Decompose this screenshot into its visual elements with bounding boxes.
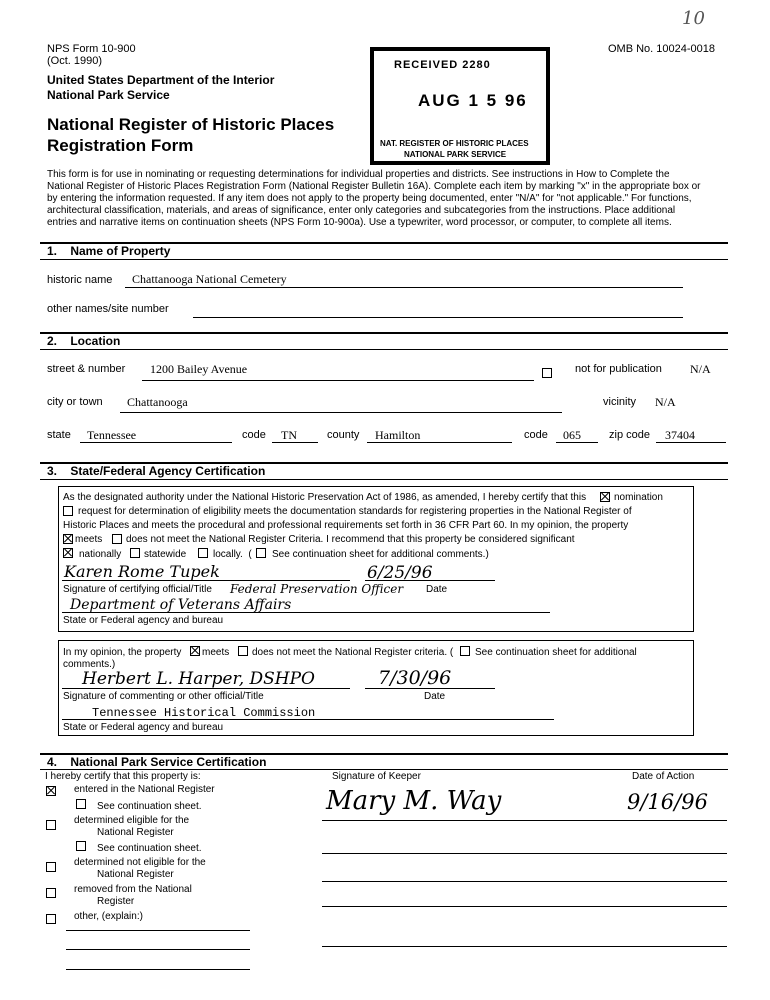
page-number-mark: 10	[682, 8, 705, 29]
removed-label: removed from the National	[74, 884, 192, 895]
opinion-meets-label: meets	[202, 647, 230, 658]
opinion-continuation-text: See continuation sheet for additional	[475, 647, 637, 658]
entered-label: entered in the National Register	[74, 784, 215, 795]
form-date: (Oct. 1990)	[47, 55, 103, 67]
form-title-line2: Registration Form	[47, 136, 194, 155]
keeper-signature-label: Signature of Keeper	[332, 771, 421, 782]
section-rule	[40, 479, 728, 480]
nomination-checkbox[interactable]	[600, 492, 610, 502]
commenting-date-label: Date	[424, 691, 446, 702]
historic-name-label: historic name	[47, 274, 113, 286]
form-title-line1: National Register of Historic Places	[47, 115, 335, 134]
eligible-continuation-checkbox[interactable]	[76, 841, 86, 851]
entered-continuation-checkbox[interactable]	[76, 799, 86, 809]
certifying-date: 6/25/96	[367, 563, 433, 583]
nomination-label: nomination	[614, 492, 663, 503]
field-underline	[556, 442, 598, 443]
continuation-sheet-checkbox[interactable]	[256, 548, 266, 558]
request-determination-text: request for determination of eligibility meets the documentation standards for registering properties in the National Register of	[78, 506, 632, 517]
field-underline	[272, 442, 318, 443]
eligible-checkbox[interactable]	[46, 820, 56, 830]
opinion-not-meet-text: does not meet the National Register criteria. (	[252, 647, 454, 658]
keeper-signature: Mary M. Way	[326, 786, 502, 816]
field-underline	[367, 442, 512, 443]
section-rule	[40, 769, 728, 770]
keeper-line	[322, 853, 727, 854]
continuation-sheet-text: See continuation sheet for additional comments.)	[272, 549, 489, 560]
cert-text-line3: Historic Places and meets the procedural and professional requirements set forth in 36 CFR Part 60. In my opinion, the property	[63, 520, 629, 531]
certifying-agency: Department of Veterans Affairs	[70, 597, 292, 613]
instructions-line: National Register of Historic Places Registration Form (National Register Bulletin 16A). Complete each item by marking "x" in the appropriate box or	[47, 181, 701, 192]
request-determination-checkbox[interactable]	[63, 506, 73, 516]
certifying-signature: Karen Rome Tupek	[64, 562, 220, 581]
explain-line	[66, 949, 250, 950]
nationally-checkbox[interactable]	[63, 548, 73, 558]
county-code-label: code	[524, 429, 548, 441]
opinion-meets-checkbox[interactable]	[190, 646, 200, 656]
service-name: National Park Service	[47, 88, 170, 102]
commenting-agency: Tennessee Historical Commission	[92, 706, 316, 720]
county-label: county	[327, 429, 360, 441]
not-eligible-label-2: National Register	[97, 869, 174, 880]
meets-checkbox[interactable]	[63, 534, 73, 544]
cert-intro-text: As the designated authority under the National Historic Preservation Act of 1986, as amended, I hereby certify that this	[63, 492, 587, 503]
other-label: other, (explain:)	[74, 911, 143, 922]
field-underline	[142, 380, 534, 381]
not-for-publication-checkbox[interactable]	[542, 368, 552, 378]
county-code-value[interactable]: 065	[563, 428, 581, 442]
historic-name-value[interactable]: Chattanooga National Cemetery	[132, 272, 287, 286]
entered-checkbox[interactable]	[46, 786, 56, 796]
section3-heading: 3. State/Federal Agency Certification	[47, 464, 266, 478]
city-label: city or town	[47, 396, 103, 408]
keeper-line	[322, 906, 727, 907]
opinion-comments-text: comments.)	[63, 659, 116, 670]
certifying-agency-label: State or Federal agency and bureau	[63, 615, 224, 626]
stamp-service: NATIONAL PARK SERVICE	[404, 150, 507, 159]
vicinity-label: vicinity	[603, 396, 637, 408]
opinion-continuation-checkbox[interactable]	[460, 646, 470, 656]
removed-label-2: Register	[97, 896, 135, 907]
vicinity-value: N/A	[655, 395, 676, 409]
date-of-action-label: Date of Action	[632, 771, 695, 782]
commenting-agency-label: State or Federal agency and bureau	[63, 722, 224, 733]
statewide-checkbox[interactable]	[130, 548, 140, 558]
locally-label: locally. (	[213, 549, 252, 560]
certifying-signature-label: Signature of certifying official/Title	[63, 584, 212, 595]
stamp-received: RECEIVED 2280	[394, 59, 491, 71]
removed-checkbox[interactable]	[46, 888, 56, 898]
section-rule	[40, 259, 728, 260]
zip-label: zip code	[609, 429, 650, 441]
field-underline	[120, 412, 562, 413]
commenting-signature: Herbert L. Harper, DSHPO	[82, 669, 315, 689]
keeper-line	[322, 881, 727, 882]
state-code-value[interactable]: TN	[281, 428, 297, 442]
commenting-date: 7/30/96	[378, 667, 452, 689]
street-value[interactable]: 1200 Bailey Avenue	[150, 362, 248, 376]
meets-label: meets	[75, 534, 103, 545]
department-name: United States Department of the Interior	[47, 73, 275, 87]
entered-continuation-label: See continuation sheet.	[97, 801, 202, 812]
not-eligible-label: determined not eligible for the	[74, 857, 206, 868]
field-underline	[80, 442, 232, 443]
keeper-action-date: 9/16/96	[627, 790, 708, 814]
field-underline	[193, 317, 683, 318]
not-for-publication-value: N/A	[690, 362, 711, 376]
instructions-line: This form is for use in nominating or requesting determinations for individual properties and districts. See instructions in How to Complete the	[47, 169, 670, 180]
section1-heading: 1. Name of Property	[47, 244, 171, 258]
keeper-line	[322, 820, 727, 821]
certifying-title: Federal Preservation Officer	[230, 582, 404, 596]
other-names-label: other names/site number	[47, 303, 169, 315]
stamp-register: NAT. REGISTER OF HISTORIC PLACES	[380, 139, 529, 148]
opinion-not-meet-checkbox[interactable]	[238, 646, 248, 656]
agency-underline	[62, 612, 550, 613]
instructions	[47, 169, 727, 229]
cert-text-line1	[63, 492, 586, 503]
not-eligible-checkbox[interactable]	[46, 862, 56, 872]
commenting-signature-label: Signature of commenting or other official/Title	[63, 691, 264, 702]
instructions-line: by entering the information requested. If any item does not apply to the property being documented, enter "N/A" for "not applicable." For functions,	[47, 193, 692, 204]
county-value[interactable]: Hamilton	[375, 428, 421, 442]
section-rule	[40, 349, 728, 350]
date-underline	[365, 580, 495, 581]
stamp-date: AUG 1 5 96	[418, 91, 528, 110]
other-checkbox[interactable]	[46, 914, 56, 924]
explain-line	[66, 930, 250, 931]
section2-heading: 2. Location	[47, 334, 121, 348]
city-value[interactable]: Chattanooga	[127, 395, 188, 409]
received-stamp	[370, 47, 550, 165]
does-not-meet-text: does not meet the National Register Criteria. I recommend that this property be considered significant	[126, 534, 575, 545]
omb-number: OMB No. 10024-0018	[608, 43, 716, 55]
field-underline	[125, 287, 683, 288]
date-underline	[365, 688, 495, 689]
opinion-text: In my opinion, the property	[63, 647, 182, 658]
eligible-label: determined eligible for the	[74, 815, 190, 826]
agency-underline	[62, 719, 554, 720]
keeper-line	[322, 946, 727, 947]
certifying-date-label: Date	[426, 584, 448, 595]
zip-value[interactable]: 37404	[665, 428, 695, 442]
street-label: street & number	[47, 363, 126, 375]
does-not-meet-checkbox[interactable]	[112, 534, 122, 544]
eligible-label-2: National Register	[97, 827, 174, 838]
eligible-continuation-label: See continuation sheet.	[97, 843, 202, 854]
instructions-line: architectural classification, materials, and areas of significance, enter only categories and subcategories from the instructions. Place additional	[47, 205, 676, 216]
nationally-label: nationally	[79, 549, 122, 560]
section4-heading: 4. National Park Service Certification	[47, 755, 267, 769]
state-label: state	[47, 429, 71, 441]
signature-underline	[62, 688, 350, 689]
state-code-label: code	[242, 429, 266, 441]
not-for-publication-label: not for publication	[575, 363, 662, 375]
explain-line	[66, 969, 250, 970]
statewide-label: statewide	[144, 549, 187, 560]
field-underline	[656, 442, 726, 443]
keeper-intro: I hereby certify that this property is:	[45, 771, 201, 782]
section-rule	[40, 332, 728, 334]
state-value[interactable]: Tennessee	[87, 428, 137, 442]
signature-underline	[62, 580, 350, 581]
instructions-line: entries and narrative items on continuation sheets (NPS Form 10-900a). Use a typewriter, word processor, or computer, to complete all items.	[47, 217, 672, 228]
locally-checkbox[interactable]	[198, 548, 208, 558]
form-id: NPS Form 10-900	[47, 43, 136, 55]
